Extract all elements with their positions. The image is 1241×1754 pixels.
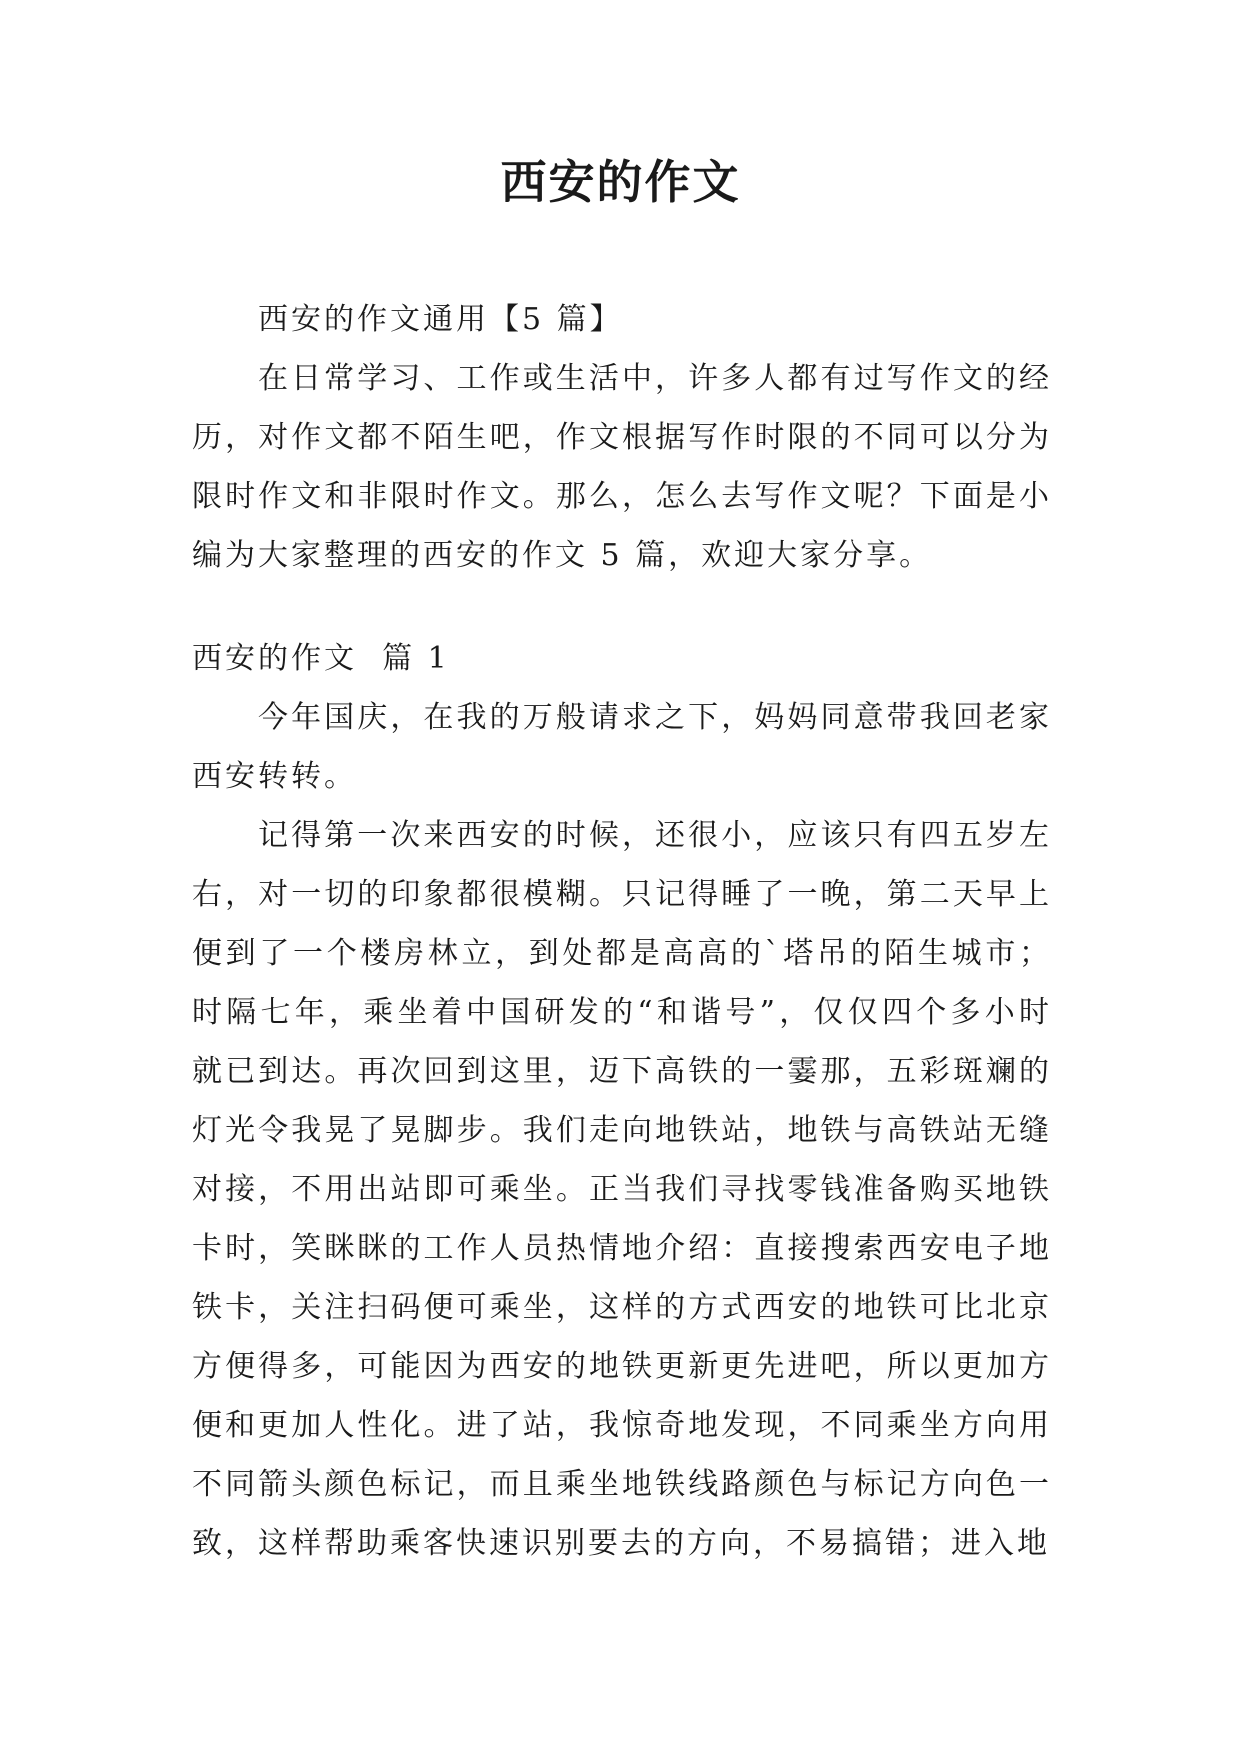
body-paragraph: 今年国庆，在我的万般请求之下，妈妈同意带我回老家西安转转。: [192, 700, 1052, 794]
section-spacer: [192, 585, 1052, 629]
section-heading: 西安的作文 篇 1: [192, 641, 450, 676]
document-body: [192, 290, 1052, 1573]
document-title: 西安的作文: [500, 155, 741, 209]
body-paragraph: 记得第一次来西安的时候，还很小，应该只有四五岁左右，对一切的印象都很模糊。只记得睡了一晚，第二天早上便到了一个楼房林立，到处都是高高的`塔吊的陌生城市；时隔七年，乘坐着中国研发的“和谐号”，仅仅四个多小时就已到达。再次回到这里，迈下高铁的一霎那，五彩斑斓的灯光令我晃了晃脚步。我们走向地铁站，地铁与高铁站无缝对接，不用出站即可乘坐。正当我们寻找零钱准备购买地铁卡时，笑眯眯的工作人员热情地介绍：直接搜索西安电子地铁卡，关注扫码便可乘坐，这样的方式西安的地铁可比北京方便得多，可能因为西安的地铁更新更先进吧，所以更加方便和更加人性化。进了站，我惊奇地发现，不同乘坐方向用不同箭头颜色标记，而且乘坐地铁线路颜色与标记方向色一致，这样帮助乘客快速识别要去的方向，不易搞错；进入地: [192, 818, 1052, 1561]
document-subtitle: 西安的作文通用【5 篇】: [258, 302, 623, 337]
intro-paragraph: 在日常学习、工作或生活中，许多人都有过写作文的经历，对作文都不陌生吧，作文根据写作时限的不同可以分为限时作文和非限时作文。那么，怎么去写作文呢？下面是小编为大家整理的西安的作文 5 篇，欢迎大家分享。: [192, 361, 1052, 573]
